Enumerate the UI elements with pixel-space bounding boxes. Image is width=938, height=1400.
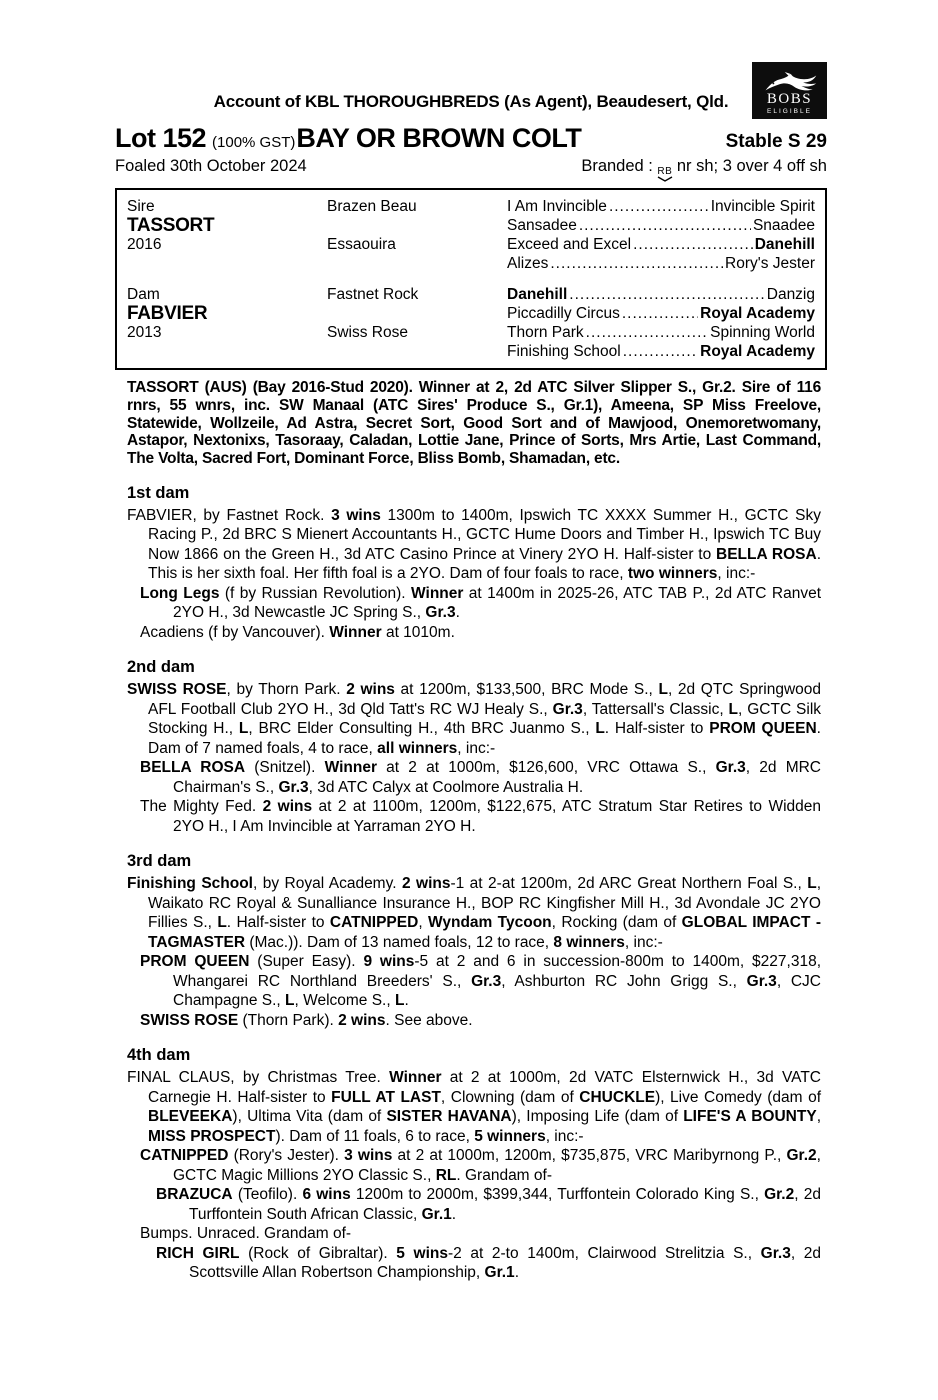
bobs-eligible-badge [752,62,827,119]
ancestor-row: Exceed and Excel ..... Danehill [507,235,815,254]
pedigree-paragraph: PROM QUEEN (Super Easy). 9 wins-5 at 2 and 6 in succession-800m to 1400m, $227,318, Whangarei RC Northland Breeders' S., Gr.3, Ashburton RC John Grigg S., Gr.3, CJC Champagne S., L, Welcome S., L. [140,953,821,1010]
body-text [115,379,827,1283]
page-content [115,62,827,1283]
page-title: BAY OR BROWN COLT [296,123,582,153]
pedigree-grid [127,197,815,361]
lot-number: Lot 152 [115,123,207,153]
pedigree-paragraph: SWISS ROSE, by Thorn Park. 2 wins at 1200m, $133,500, BRC Mode S., L, 2d QTC Springwood AFL Football Club 2YO H., 3d Qld Tatt's RC WJ Healy S., Gr.3, Tattersall's Classic, L, GCTC Silk Stocking H., L, BRC Elder Consulting H., 4th BRC Juanmo S., L. Half-sister to PROM QUEEN. Dam of 7 named foals, 4 to race, all winners, inc:- [127,681,822,757]
ancestor-row: I Am Invincible ..... Invincible Spirit [507,197,815,216]
pedigree-table [115,188,827,370]
ancestor-row: Alizes ..... Rory's Jester [507,254,815,273]
branded-label: Branded : [581,157,653,175]
dam-heading: 2nd dam [127,658,195,677]
brand-chevron-icon [657,176,673,182]
dam-section [127,484,821,643]
pedigree-paragraph: Long Legs (f by Russian Revolution). Winner at 1400m in 2025-26, ATC TAB P., 2d ATC Ranvet 2YO H., 3d Newcastle JC Spring S., Gr.3. [140,584,821,622]
horse-head-icon [762,71,818,92]
pedigree-paragraph: FINAL CLAUS, by Christmas Tree. Winner at 2 at 1000m, 2d VATC Elsternwick H., 3d VATC Carnegie H. Half-sister to FULL AT LAST, Clowning (dam of CHUCKLE), Live Comedy (dam of BLEVEEKA), Ultima Vita (dam of SISTER HAVANA), Imposing Life (dam of LIFE'S A BOUNTY, MISS PROSPECT). Dam of 11 foals, 6 to race, 5 winners, inc:- [127,1069,822,1145]
pedigree-paragraph: BELLA ROSA (Snitzel). Winner at 2 at 1000m, $126,600, VRC Ottawa S., Gr.3, 2d MRC Chairman's S., Gr.3, 3d ATC Calyx at Coolmore Australia H. [140,759,821,796]
dam-role-label: Dam [127,286,160,303]
stable-number: Stable S 29 [725,131,827,152]
account-line: Account of KBL THOROUGHBREDS (As Agent), Beaudesert, Qld. [213,92,729,111]
ancestor-row: Finishing School ..... Royal Academy [507,342,815,361]
pedigree-paragraph: SWISS ROSE (Thorn Park). 2 wins. See above. [140,1011,473,1029]
bobs-title: BOBS [766,91,813,107]
dam-year: 2013 [127,324,162,341]
sire-name: TASSORT [127,215,215,236]
ancestor-row: Thorn Park ..... Spinning World [507,323,815,342]
ancestor-row: Piccadilly Circus ..... Royal Academy [507,304,815,323]
lot-line [115,123,827,154]
ancestor-row: Sansadee ..... Snaadee [507,216,815,235]
dam-heading: 1st dam [127,483,190,502]
pedigree-paragraph: Acadiens (f by Vancouver). Winner at 1010m. [140,623,455,641]
pedigree-paragraph: Bumps. Unraced. Grandam of- [140,1225,352,1243]
foaled-date: Foaled 30th October 2024 [115,157,307,175]
page-header [115,62,827,120]
sire-summary: TASSORT (AUS) (Bay 2016-Stud 2020). Winner at 2, 2d ATC Silver Slipper S., Gr.2. Sire of 116 rnrs, 55 wnrs, inc. SW Manaal (ATC Sires' Produce S., Gr.1), Ameena, SP Miss Freelove, Statewide, Wollzeile, Ad Astra, Secret Sort, Good Sort and of Mawjood, Onemoretwomany, Astapor, Nextonixs, Tasoraay, Caladan, Lottie Jane, Prince of Sorts, Mrs Artie, Last Command, The Volta, Sacred Fort, Dominant Force, Bliss Bomb, Shamadan, etc. [127,379,821,468]
dam-heading: 3rd dam [127,852,192,871]
dam-name: FABVIER [127,303,208,324]
dam-parent1: Fastnet Rock [327,286,419,303]
dam-section [127,852,821,1030]
dam-parent2: Swiss Rose [327,324,408,341]
brand-mark-icon: RB [657,167,673,182]
pedigree-paragraph: CATNIPPED (Rory's Jester). 3 wins at 2 at 1000m, 1200m, $735,875, VRC Maribyrnong P., Gr.2, GCTC Magic Millions 2YO Classic S., RL. Grandam of- [140,1147,821,1184]
ancestor-row: Danehill ..... Danzig [507,285,815,304]
pedigree-paragraph: BRAZUCA (Teofilo). 6 wins 1200m to 2000m, $399,344, Turffontein Colorado King S., Gr.2, 2d Turffontein South African Classic, Gr.1. [156,1186,821,1223]
gst-note: (100% GST) [212,134,296,151]
dam-heading: 4th dam [127,1046,191,1065]
pedigree-paragraph: The Mighty Fed. 2 wins at 2 at 1100m, 1200m, $122,675, ATC Stratum Star Retires to Widden 2YO H., I Am Invincible at Yarraman 2YO H. [140,798,821,835]
dam-section [127,1046,821,1283]
sire-year: 2016 [127,236,162,253]
sire-parent2: Essaouira [327,236,396,253]
branded-detail: nr sh; 3 over 4 off sh [676,157,827,175]
bobs-subtitle: ELIGIBLE [767,108,812,115]
pedigree-paragraph: RICH GIRL (Rock of Gibraltar). 5 wins-2 at 2-to 1400m, Clairwood Strelitzia S., Gr.3, 2d Scottsville Allan Robertson Championship, Gr.1. [156,1244,822,1282]
branded-info [581,157,827,179]
dam-section [127,658,821,836]
dam-sections [127,484,821,1283]
pedigree-paragraph: Finishing School, by Royal Academy. 2 wins-1 at 2-at 1200m, 2d ARC Great Northern Foal S., L, Waikato RC Royal & Sunalliance Insurance H., BOP RC Kingfisher Mill H., 3d Avondale JC 2YO Fillies S., L. Half-sister to CATNIPPED, Wyndam Tycoon, Rocking (dam of GLOBAL IMPACT - TAGMASTER (Mac.)). Dam of 13 named foals, 12 to race, 8 winners, inc:- [127,875,821,951]
pedigree-paragraph: FABVIER, by Fastnet Rock. 3 wins 1300m to 1400m, Ipswich TC XXXX Summer H., GCTC Sky Racing P., 2d BRC S Mienert Accountants H., GCTC Hume Doors and Timber H., Ipswich TC Buy Now 1866 on the Green H., 3d ATC Casino Prince at Vinery 2YO H. Half-sister to BELLA ROSA. This is her sixth foal. Her fifth foal is a 2YO. Dam of four foals to race, two winners, inc:- [127,506,821,583]
sire-role-label: Sire [127,198,155,215]
foal-line [115,157,827,179]
sire-parent1: Brazen Beau [327,198,417,215]
